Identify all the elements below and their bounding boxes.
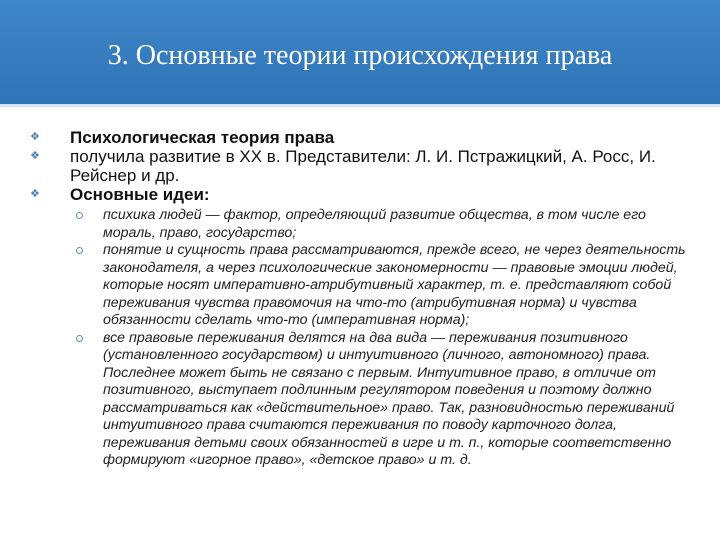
sub-bullet-text: понятие и сущность права рассматриваются, прежде всего, не через деятельность законодателя, а через психологические закономерности — правовые эмоции людей, которые носят императивно-атрибутивный характер, т. е. представляют собой переживания чувства правомочия на что-то (атрибутивная норма) и чувства обязанности сделать что-то (императивная норма); <box>103 242 686 328</box>
sub-bullet-item <box>70 242 690 330</box>
header-divider <box>0 104 720 107</box>
slide-title: 3. Основные теории происхождения права <box>107 40 613 71</box>
bullet-icon: ❖ <box>30 188 40 200</box>
bullet-text: Психологическая теория права <box>70 128 335 147</box>
bullet-text: Основные идеи: <box>70 185 210 204</box>
hollow-circle-icon <box>76 335 83 342</box>
bullet-list <box>30 128 700 470</box>
slide-header <box>0 0 720 104</box>
sub-bullet-item <box>70 207 690 242</box>
sub-bullet-list <box>70 207 690 470</box>
sub-bullet-text: все правовые переживания делятся на два вида — переживания позитивного (установленного государством) и интуитивного (личного, автономного) права. Последнее может быть не связано с первым. Интуитивное право, в отличие от позитивного, выступает подлинным регулятором поведения и поэтому должно рассматриваться как «действительное» право. Так, разновидностью переживаний интуитивного права считаются переживания по поводу карточного долга, переживания детьми своих обязанностей в игре и т. п., которые соответственно формируют «игорное право», «детское право» и т. д. <box>103 329 675 468</box>
bullet-text: получила развитие в XX в. Представители: Л. И. Пстражицкий, А. Росс, И. Рейснер и др. <box>70 147 656 185</box>
hollow-circle-icon <box>76 212 83 219</box>
sub-bullet-item <box>70 330 690 470</box>
hollow-circle-icon <box>76 247 83 254</box>
sub-bullet-text: психика людей — фактор, определяющий развитие общества, в том числе его мораль, право, государство; <box>103 207 646 241</box>
bullet-item <box>30 128 700 147</box>
bullet-item <box>30 185 700 204</box>
bullet-icon: ❖ <box>30 131 40 143</box>
bullet-item <box>30 147 700 185</box>
bullet-icon: ❖ <box>30 150 40 162</box>
